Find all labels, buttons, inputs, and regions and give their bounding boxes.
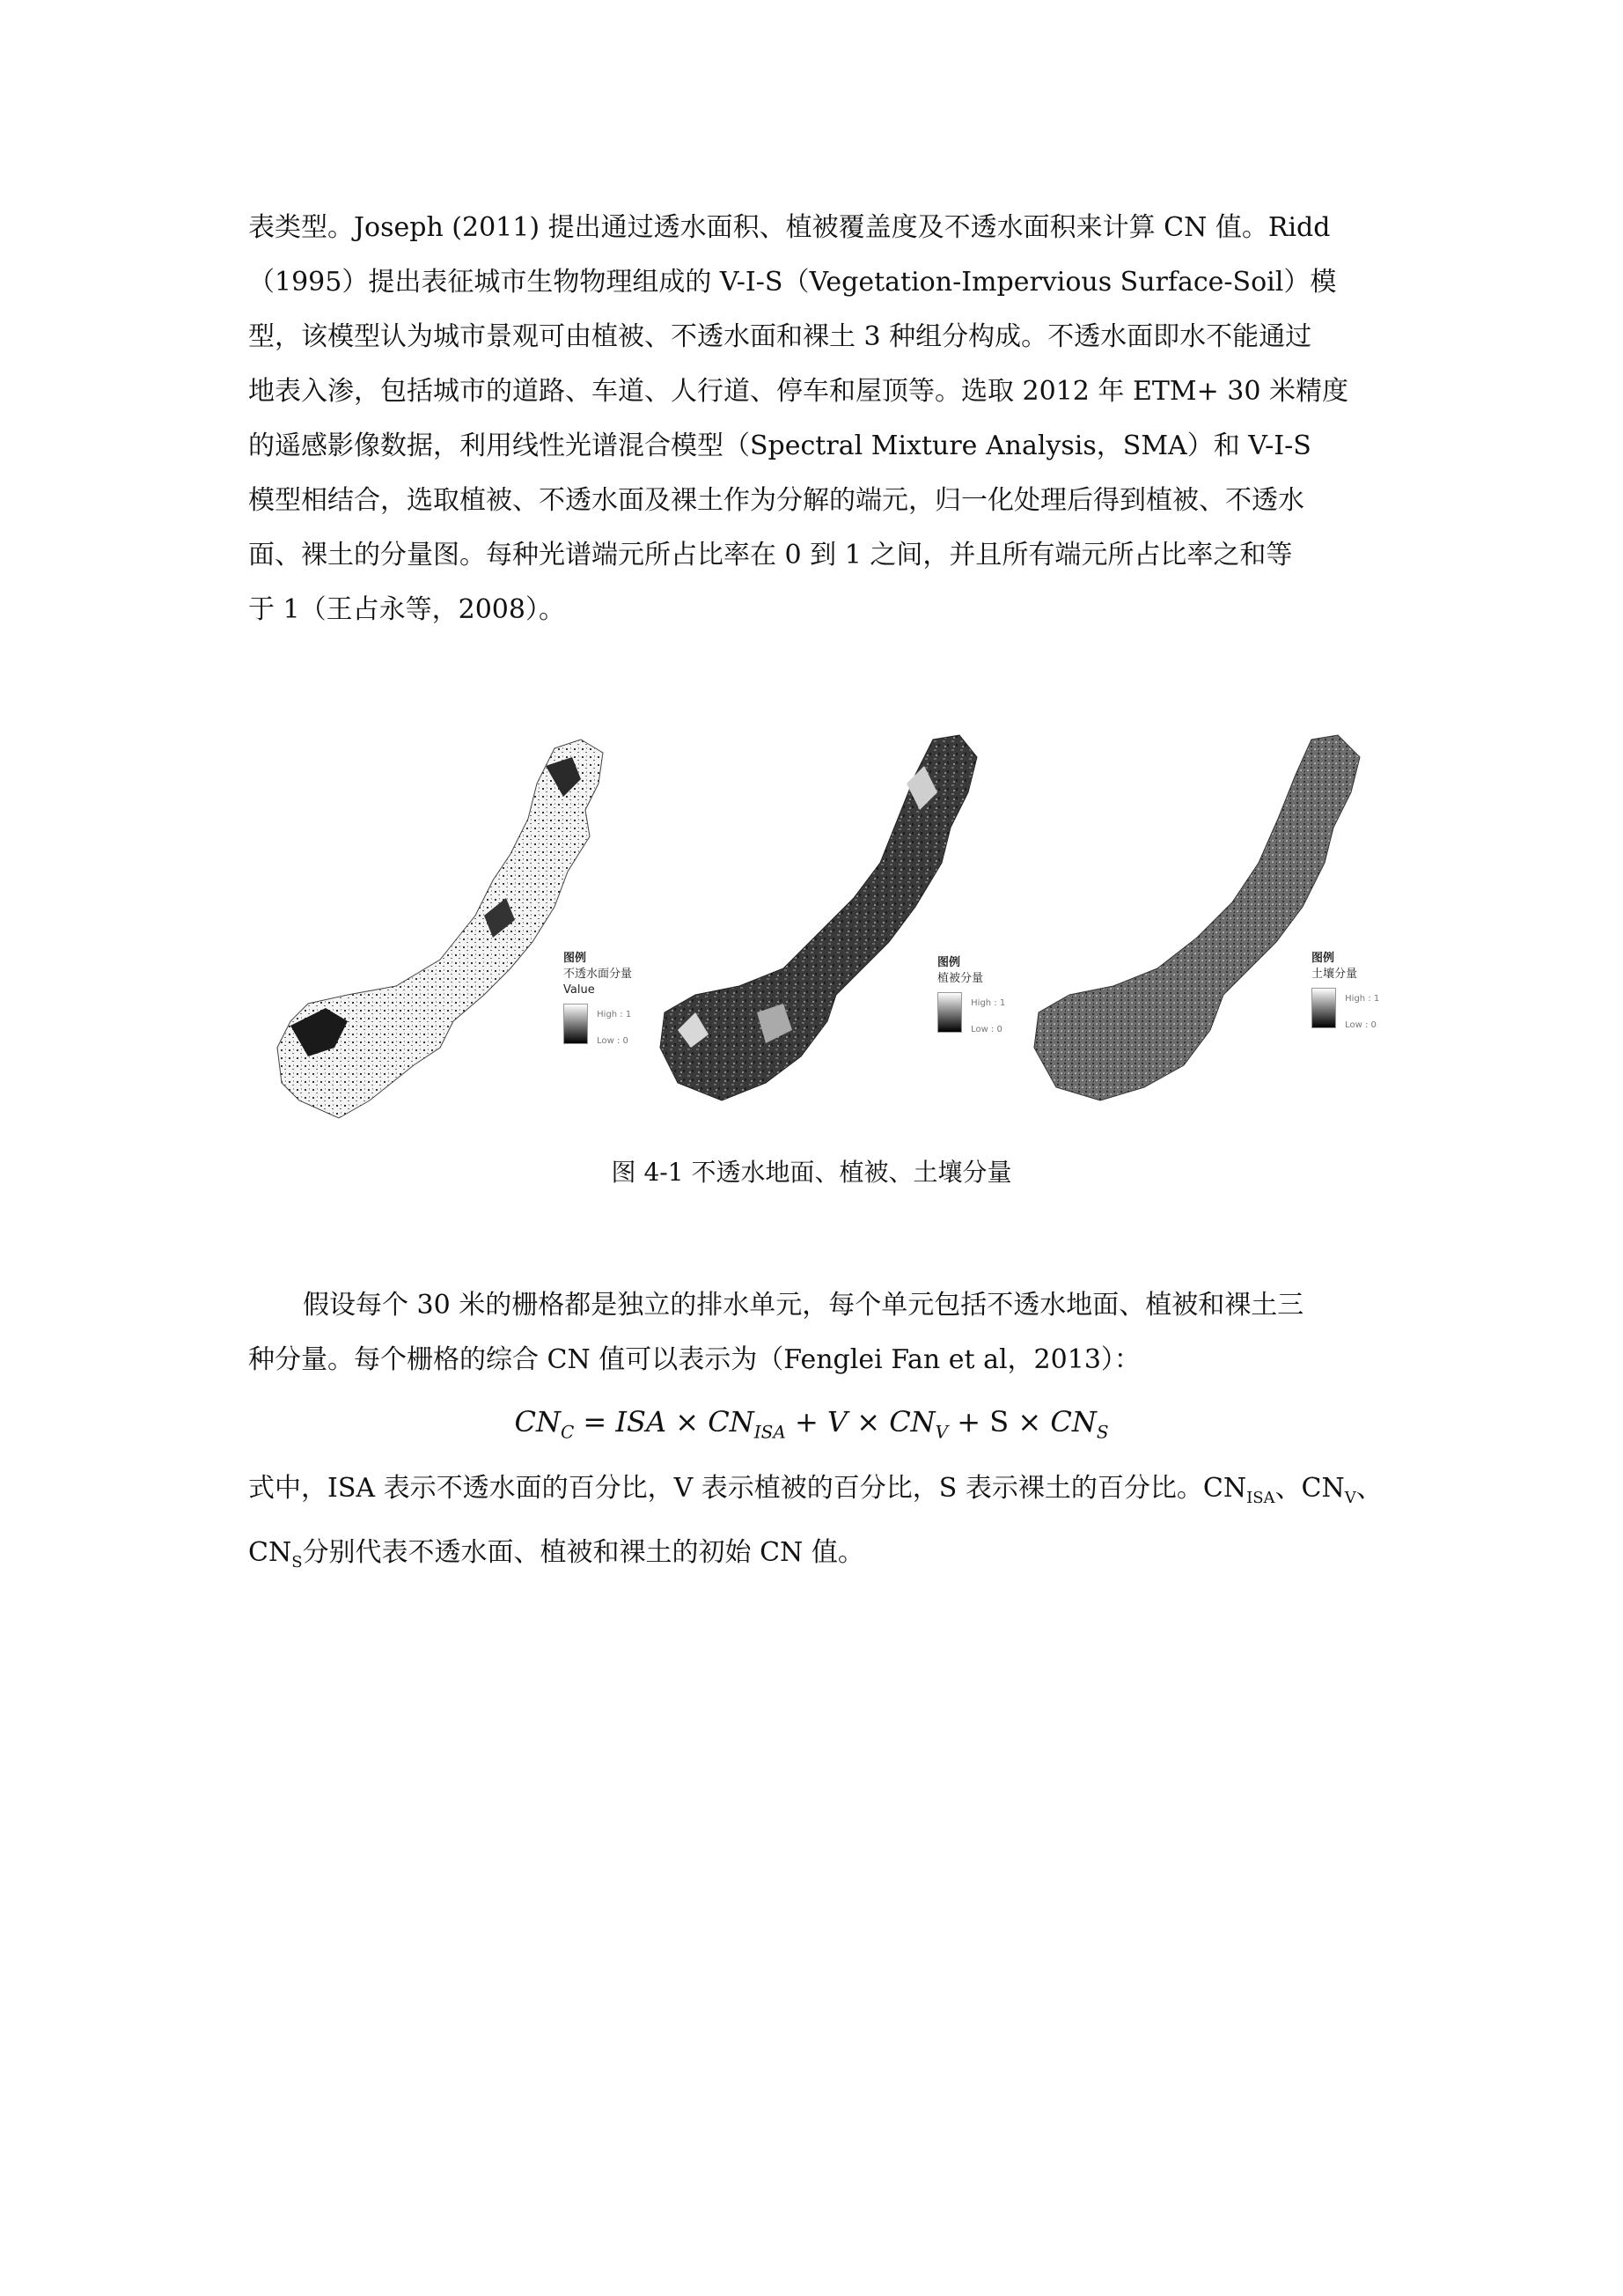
formula-lhs: CN: [514, 1405, 561, 1439]
text-line: 型，该模型认为城市景观可由植被、不透水面和裸土 3 种组分构成。不透水面即水不能通过: [248, 321, 1312, 352]
paragraph-intro: [248, 201, 1384, 637]
subscript: S: [291, 1553, 303, 1571]
equation-composite-cn: [0, 1400, 1623, 1453]
soil-fraction-map-image: [1021, 731, 1399, 1144]
formula-operator: +: [957, 1405, 981, 1439]
legend-subtitle: 不透水面分量: [563, 968, 633, 981]
formula-sub: V: [935, 1421, 949, 1443]
paragraph-assumption: [248, 1278, 1384, 1387]
text-line: [248, 1461, 1384, 1526]
formula-term: V × CN: [826, 1405, 936, 1439]
formula-term: ISA × CN: [615, 1405, 754, 1439]
formula-sub: ISA: [753, 1421, 786, 1443]
legend-subtitle: 植被分量: [937, 972, 984, 985]
text-run: 、: [1355, 1473, 1383, 1504]
legend-high: High : 1: [971, 998, 1006, 1008]
legend-low: Low : 0: [1345, 1020, 1377, 1030]
text-line: 面、裸土的分量图。每种光谱端元所占比率在 0 到 1 之间，并且所有端元所占比率之和等: [248, 540, 1293, 570]
legend-range: [971, 990, 1005, 1043]
legend-low: Low : 0: [971, 1025, 1002, 1034]
text-run: CN: [248, 1537, 292, 1568]
impervious-fraction-map-image: [264, 731, 643, 1144]
map-panel-vegetation: [643, 731, 1021, 1144]
text-line: 模型相结合，选取植被、不透水面及裸土作为分解的端元，归一化处理后得到植被、不透水: [248, 485, 1304, 516]
text-line: [248, 1526, 1384, 1590]
text-run: 、CN: [1274, 1473, 1345, 1504]
paragraph-explanation: [248, 1461, 1384, 1590]
text-line: 的遥感影像数据，利用线性光谱混合模型（Spectral Mixture Analysis，SMA）和 V-I-S: [248, 430, 1311, 461]
text-line: 表类型。Joseph (2011) 提出通过透水面积、植被覆盖度及不透水面积来计算 CN 值。Ridd: [248, 212, 1331, 243]
vegetation-fraction-map-image: [643, 731, 1021, 1144]
legend-title: 图例: [563, 952, 587, 965]
legend-high: High : 1: [597, 1010, 632, 1019]
figure-caption: 图 4-1 不透水地面、植被、土壤分量: [611, 1158, 1012, 1187]
text-line: 地表入渗，包括城市的道路、车道、人行道、停车和屋顶等。选取 2012 年 ETM+ 30 米精度: [248, 376, 1348, 407]
text-line: 种分量。每个栅格的综合 CN 值可以表示为（Fenglei Fan et al，2013）：: [248, 1344, 1141, 1375]
formula-term: × CN: [1017, 1405, 1097, 1439]
map-panel-impervious: [264, 731, 643, 1144]
formula-term: S: [989, 1405, 1010, 1439]
legend-color-ramp: [937, 992, 962, 1033]
subscript: ISA: [1246, 1489, 1275, 1507]
text-line: 于 1（王占永等，2008）。: [248, 594, 565, 625]
formula-operator: =: [583, 1405, 607, 1439]
map-panel-soil: [1021, 731, 1399, 1144]
text-run: 式中，ISA 表示不透水面的百分比，V 表示植被的百分比，S 表示裸土的百分比。CN: [248, 1473, 1247, 1504]
legend-subtitle: 土壤分量: [1311, 968, 1358, 981]
legend-range: [597, 1002, 631, 1055]
text-run: 分别代表不透水面、植被和裸土的初始 CN 值。: [302, 1537, 864, 1568]
legend-low: Low : 0: [597, 1036, 628, 1046]
legend-range: [1345, 986, 1379, 1039]
legend-title: 图例: [937, 956, 961, 969]
legend-title: 图例: [1311, 952, 1335, 965]
subscript: V: [1344, 1489, 1356, 1507]
formula-sub: S: [1096, 1421, 1109, 1443]
legend-soil: [1311, 951, 1379, 1039]
figure-fraction-maps: [264, 731, 1391, 1144]
legend-vegetation: [937, 955, 1005, 1043]
legend-high: High : 1: [1345, 994, 1380, 1004]
legend-color-ramp: [563, 1004, 588, 1044]
legend-value-label: Value: [563, 983, 595, 997]
formula-operator: +: [794, 1405, 819, 1439]
formula-sub: C: [560, 1421, 575, 1443]
text-line: 假设每个 30 米的栅格都是独立的排水单元，每个单元包括不透水地面、植被和裸土三: [303, 1290, 1304, 1321]
legend-color-ramp: [1311, 988, 1336, 1028]
text-line: （1995）提出表征城市生物物理组成的 V-I-S（Vegetation-Impervious Surface-Soil）模: [248, 267, 1337, 298]
legend-impervious: [563, 951, 632, 1055]
